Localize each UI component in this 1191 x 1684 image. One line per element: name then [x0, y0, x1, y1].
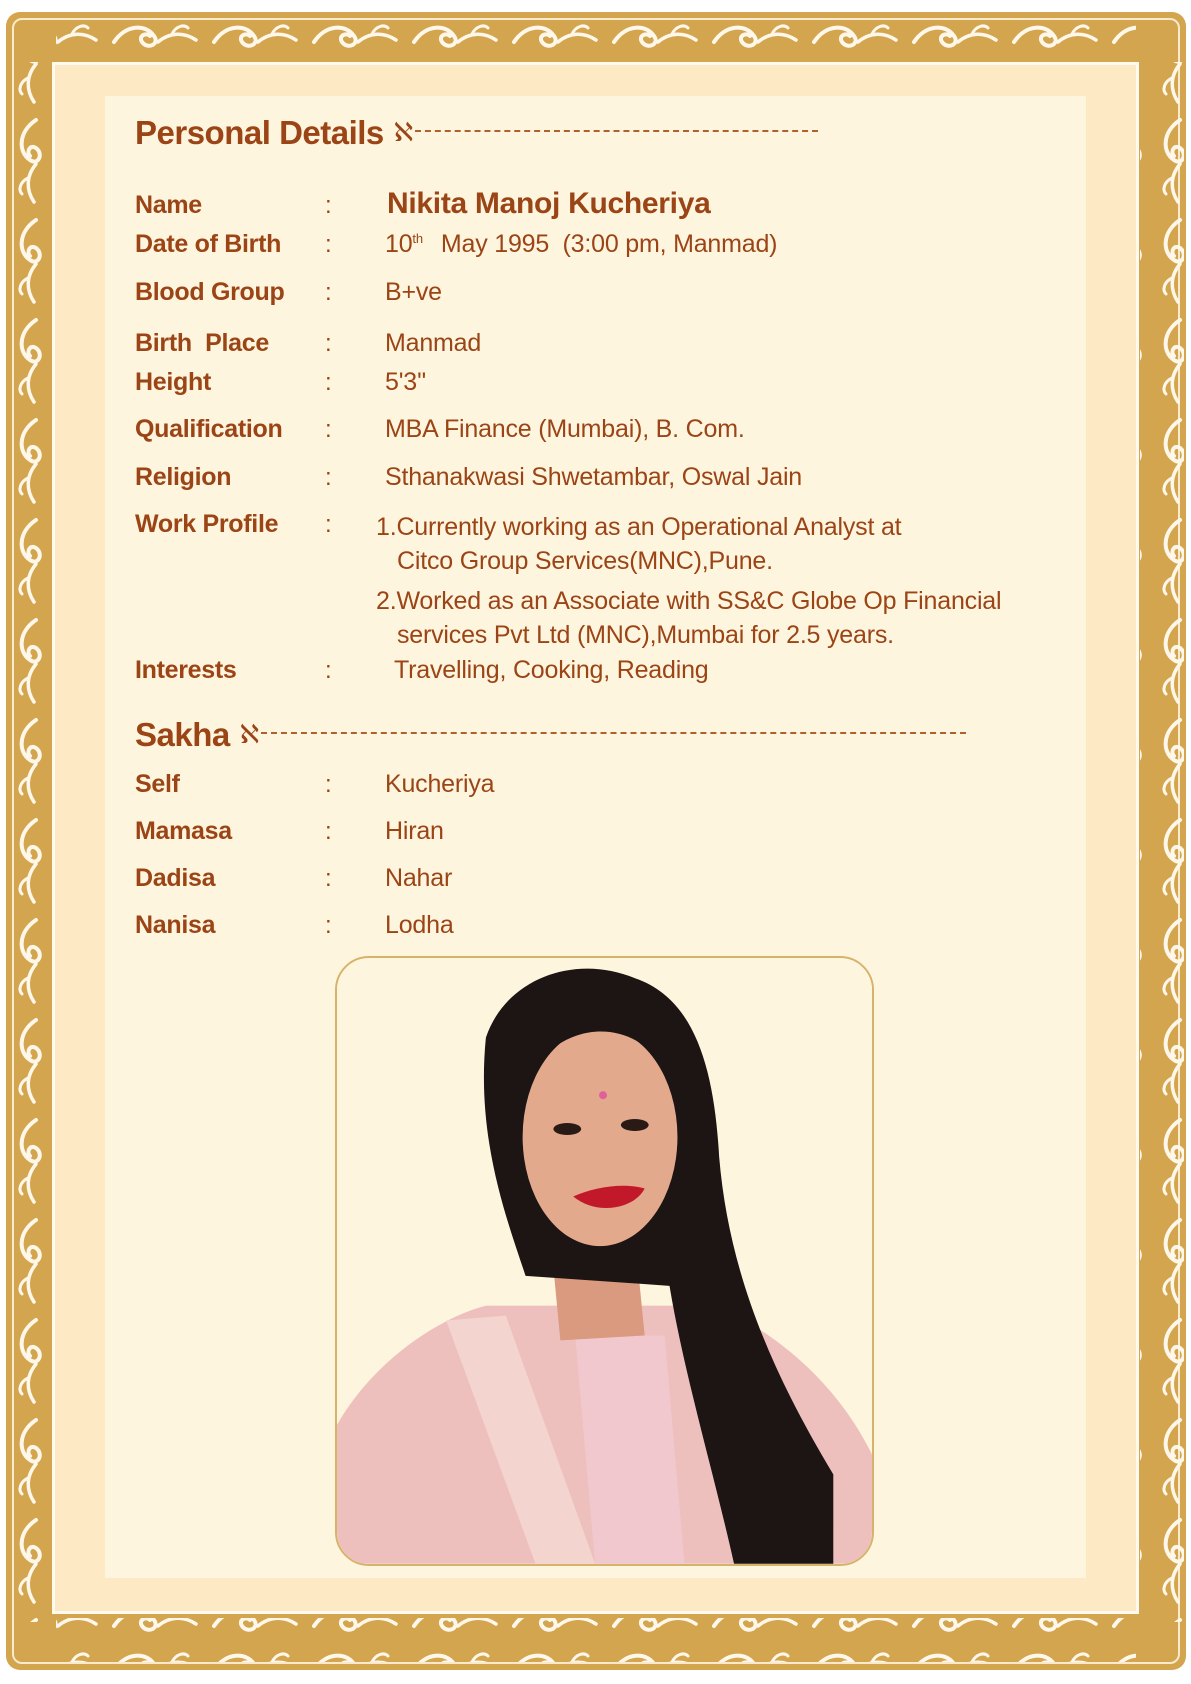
field-name: [135, 182, 711, 221]
field-value: Travelling, Cooking, Reading: [394, 656, 709, 684]
work-item-1-line-1: 1.Currently working as an Operational Analyst at: [376, 513, 902, 541]
field-label: Self: [135, 770, 180, 798]
field-label: Date of Birth: [135, 230, 282, 258]
field-label: Height: [135, 368, 211, 396]
work-profile-list: [376, 510, 1001, 652]
field-value: Nahar: [385, 864, 453, 892]
field-label: Name: [135, 191, 202, 219]
work-item-2-line-2: services Pvt Ltd (MNC),Mumbai for 2.5 years.: [397, 621, 894, 649]
ornament-flourish-icon: ℵ: [393, 118, 414, 148]
dashed-divider: [261, 732, 966, 734]
field-colon: :: [325, 279, 332, 306]
personal-details-header: [135, 114, 818, 152]
field-dadisa: [135, 864, 452, 893]
field-self: [135, 770, 494, 799]
field-label: Religion: [135, 463, 232, 491]
field-work-profile: [135, 510, 385, 539]
field-value: MBA Finance (Mumbai), B. Com.: [385, 415, 745, 443]
work-item-1-line-2: Citco Group Services(MNC),Pune.: [397, 547, 773, 575]
field-label: Nanisa: [135, 911, 216, 939]
work-item-2-line-1: 2.Worked as an Associate with SS&C Globe Op Financial: [376, 587, 1002, 615]
field-label: Mamasa: [135, 817, 232, 845]
field-label: Work Profile: [135, 510, 279, 538]
section-title: Personal Details: [135, 114, 384, 151]
field-dob: [135, 230, 777, 259]
field-value: Lodha: [385, 911, 454, 939]
field-mamasa: [135, 817, 444, 846]
field-qualification: [135, 415, 745, 444]
field-label: Qualification: [135, 415, 283, 443]
field-value: Manmad: [385, 329, 482, 357]
sakha-header: [135, 716, 966, 754]
field-blood-group: [135, 278, 442, 307]
field-birth-place: [135, 325, 481, 358]
field-colon: :: [325, 912, 332, 939]
field-colon: :: [325, 330, 332, 357]
dob-suffix: th: [412, 230, 423, 246]
field-colon: :: [325, 192, 332, 219]
field-interests: [135, 656, 708, 685]
portrait-photo-illustration: [337, 958, 872, 1564]
field-value: 5'3'': [385, 368, 427, 396]
field-label: Blood Group: [135, 278, 285, 306]
section-title: Sakha: [135, 716, 230, 753]
field-colon: :: [325, 416, 332, 443]
portrait-photo: [335, 956, 874, 1566]
field-colon: :: [325, 231, 332, 258]
dob-day: 10: [385, 230, 413, 258]
field-label: Dadisa: [135, 864, 216, 892]
field-value: Hiran: [385, 817, 444, 845]
field-label: Interests: [135, 656, 237, 684]
field-value: B+ve: [385, 278, 442, 306]
field-colon: :: [325, 511, 332, 538]
field-religion: [135, 463, 802, 492]
field-height: [135, 368, 426, 397]
field-colon: :: [325, 657, 332, 684]
dashed-divider: [415, 130, 818, 132]
field-colon: :: [325, 818, 332, 845]
dob-rest: May 1995 (3:00 pm, Manmad): [440, 230, 778, 258]
field-colon: :: [325, 865, 332, 892]
field-label: Birth Place: [135, 329, 269, 357]
field-colon: :: [325, 771, 332, 798]
ornament-flourish-icon: ℵ: [239, 720, 260, 750]
field-value: Sthanakwasi Shwetambar, Oswal Jain: [385, 463, 803, 491]
field-value: Nikita Manoj Kucheriya: [387, 187, 711, 220]
field-value: [385, 230, 777, 259]
field-value: Kucheriya: [385, 770, 495, 798]
field-colon: :: [325, 464, 332, 491]
field-colon: :: [325, 369, 332, 396]
field-nanisa: [135, 911, 454, 940]
